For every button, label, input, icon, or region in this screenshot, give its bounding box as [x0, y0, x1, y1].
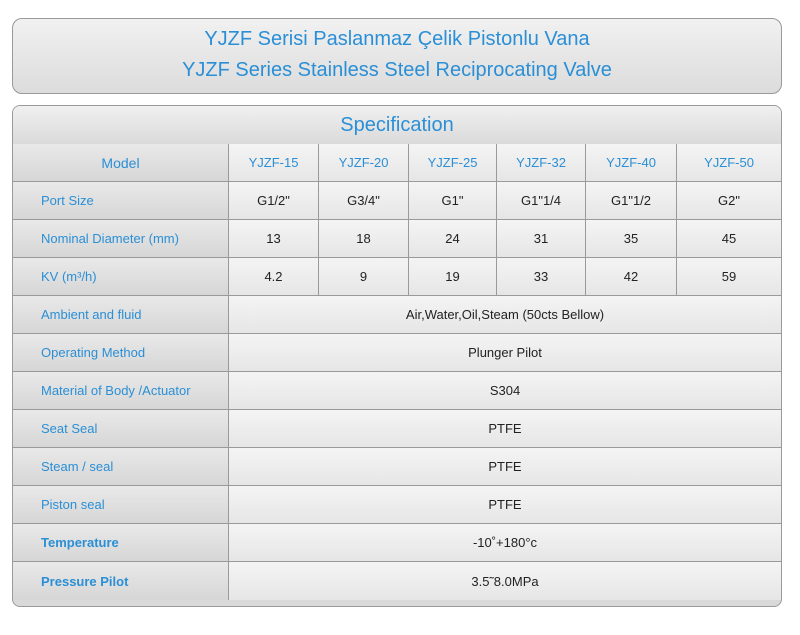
model-label: Model	[13, 144, 229, 181]
table-cell: 3.5˜8.0MPa	[229, 562, 781, 600]
table-row	[13, 448, 781, 486]
table-row	[13, 220, 781, 258]
table-cell: G2"	[677, 182, 781, 219]
model-header: YJZF-50	[677, 144, 781, 181]
model-header: YJZF-32	[497, 144, 586, 181]
model-header: YJZF-20	[319, 144, 409, 181]
specification-heading: Specification	[13, 106, 781, 145]
row-label: Piston seal	[13, 486, 229, 523]
table-cell: 9	[319, 258, 409, 295]
model-header: YJZF-25	[409, 144, 497, 181]
row-label: Port Size	[13, 182, 229, 219]
table-cell: S304	[229, 372, 781, 409]
row-label: Nominal Diameter (mm)	[13, 220, 229, 257]
table-cell: 13	[229, 220, 319, 257]
model-header: YJZF-15	[229, 144, 319, 181]
table-cell: PTFE	[229, 486, 781, 523]
table-cell: PTFE	[229, 448, 781, 485]
specification-table	[12, 105, 782, 607]
table-row	[13, 372, 781, 410]
table-row	[13, 182, 781, 220]
table-row	[13, 258, 781, 296]
table-cell: -10˚+180°c	[229, 524, 781, 561]
row-label: Material of Body /Actuator	[13, 372, 229, 409]
model-header-row	[13, 144, 781, 182]
table-row	[13, 486, 781, 524]
title-box	[12, 18, 782, 94]
row-label: Temperature	[13, 524, 229, 561]
model-header: YJZF-40	[586, 144, 677, 181]
table-cell: Plunger Pilot	[229, 334, 781, 371]
row-label: Pressure Pilot	[13, 562, 229, 600]
row-label: Steam / seal	[13, 448, 229, 485]
table-cell: 33	[497, 258, 586, 295]
table-row	[13, 410, 781, 448]
table-cell: 4.2	[229, 258, 319, 295]
table-cell: 35	[586, 220, 677, 257]
table-cell: G1/2"	[229, 182, 319, 219]
table-row	[13, 296, 781, 334]
row-label: KV (m³/h)	[13, 258, 229, 295]
table-cell: G3/4"	[319, 182, 409, 219]
table-cell: 18	[319, 220, 409, 257]
table-cell: G1"	[409, 182, 497, 219]
table-row	[13, 334, 781, 372]
table-cell: 19	[409, 258, 497, 295]
table-cell: 24	[409, 220, 497, 257]
row-label: Seat Seal	[13, 410, 229, 447]
table-row	[13, 562, 781, 600]
row-label: Operating Method	[13, 334, 229, 371]
table-cell: 45	[677, 220, 781, 257]
table-cell: 31	[497, 220, 586, 257]
title-turkish: YJZF Serisi Paslanmaz Çelik Pistonlu Vana	[204, 28, 590, 50]
table-cell: PTFE	[229, 410, 781, 447]
title-english: YJZF Series Stainless Steel Reciprocating Valve	[182, 59, 612, 81]
table-row	[13, 524, 781, 562]
table-cell: Air,Water,Oil,Steam (50cts Bellow)	[229, 296, 781, 333]
table-cell: 42	[586, 258, 677, 295]
table-cell: G1"1/2	[586, 182, 677, 219]
table-cell: G1"1/4	[497, 182, 586, 219]
table-cell: 59	[677, 258, 781, 295]
row-label: Ambient and fluid	[13, 296, 229, 333]
